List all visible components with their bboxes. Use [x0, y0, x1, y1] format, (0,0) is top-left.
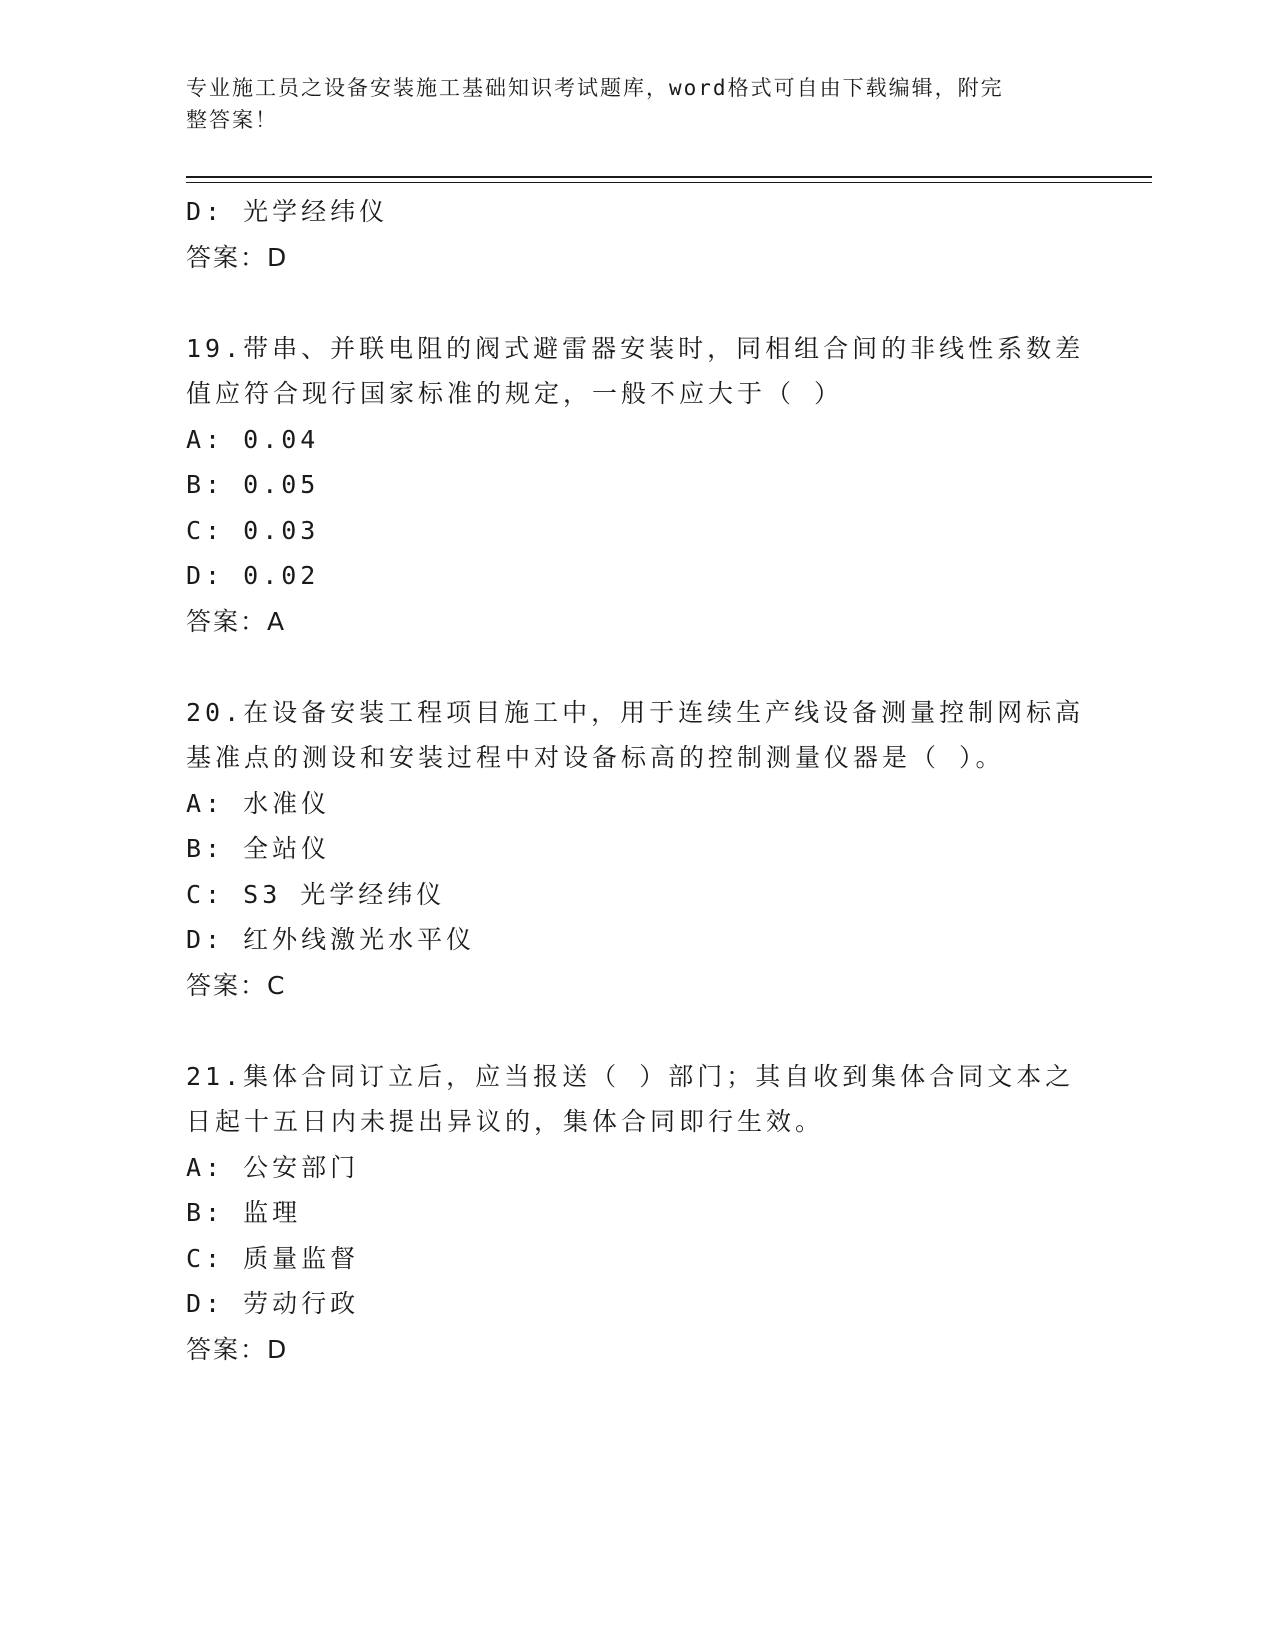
spacer — [186, 644, 1086, 690]
question-list — [186, 189, 1086, 1372]
spacer — [186, 280, 1086, 326]
question-text-line-1: 20.在设备安装工程项目施工中，用于连续生产线设备测量控制网标高 — [186, 697, 1085, 727]
spacer — [186, 1008, 1086, 1054]
option-d: D: 光学经纬仪 — [186, 197, 389, 226]
header-divider-thick — [186, 176, 1152, 178]
option-d: D: 0.02 — [186, 561, 320, 590]
question-text-line-2: 基准点的测设和安装过程中对设备标高的控制测量仪器是（ ）。 — [186, 743, 1005, 772]
question-text-line-2: 日起十五日内未提出异议的，集体合同即行生效。 — [186, 1107, 825, 1136]
answer-line: 答案：D — [186, 1334, 289, 1364]
option-c: C: 0.03 — [186, 515, 320, 545]
option-c: C: S3 光学经纬仪 — [186, 879, 446, 909]
option-a: A: 0.04 — [186, 424, 320, 454]
question-text-line-1: 21.集体合同订立后，应当报送（ ）部门；其自收到集体合同文本之 — [186, 1061, 1075, 1091]
question-19 — [186, 326, 1086, 645]
page-header — [186, 72, 1066, 136]
option-b: B: 0.05 — [186, 470, 320, 499]
question-20 — [186, 690, 1086, 1009]
header-line-2: 整答案！ — [186, 108, 278, 132]
answer-line: 答案：D — [186, 242, 289, 272]
header-divider-thin — [186, 182, 1152, 183]
option-d: D: 红外线激光水平仪 — [186, 925, 476, 954]
answer-line: 答案：A — [186, 606, 287, 636]
previous-question-tail — [186, 189, 1086, 280]
header-line-1: 专业施工员之设备安装施工基础知识考试题库，word格式可自由下载编辑，附完 — [186, 76, 1004, 100]
question-text-line-2: 值应符合现行国家标准的规定，一般不应大于（ ） — [186, 379, 844, 408]
option-a: A: 水准仪 — [186, 788, 331, 818]
option-d: D: 劳动行政 — [186, 1289, 360, 1318]
question-21 — [186, 1054, 1086, 1373]
question-text-line-1: 19.带串、并联电阻的阀式避雷器安装时，同相组合间的非线性系数差 — [186, 333, 1085, 363]
option-c: C: 质量监督 — [186, 1243, 360, 1273]
option-a: A: 公安部门 — [186, 1152, 360, 1182]
answer-line: 答案：C — [186, 970, 287, 1000]
option-b: B: 监理 — [186, 1198, 302, 1227]
option-b: B: 全站仪 — [186, 834, 331, 863]
